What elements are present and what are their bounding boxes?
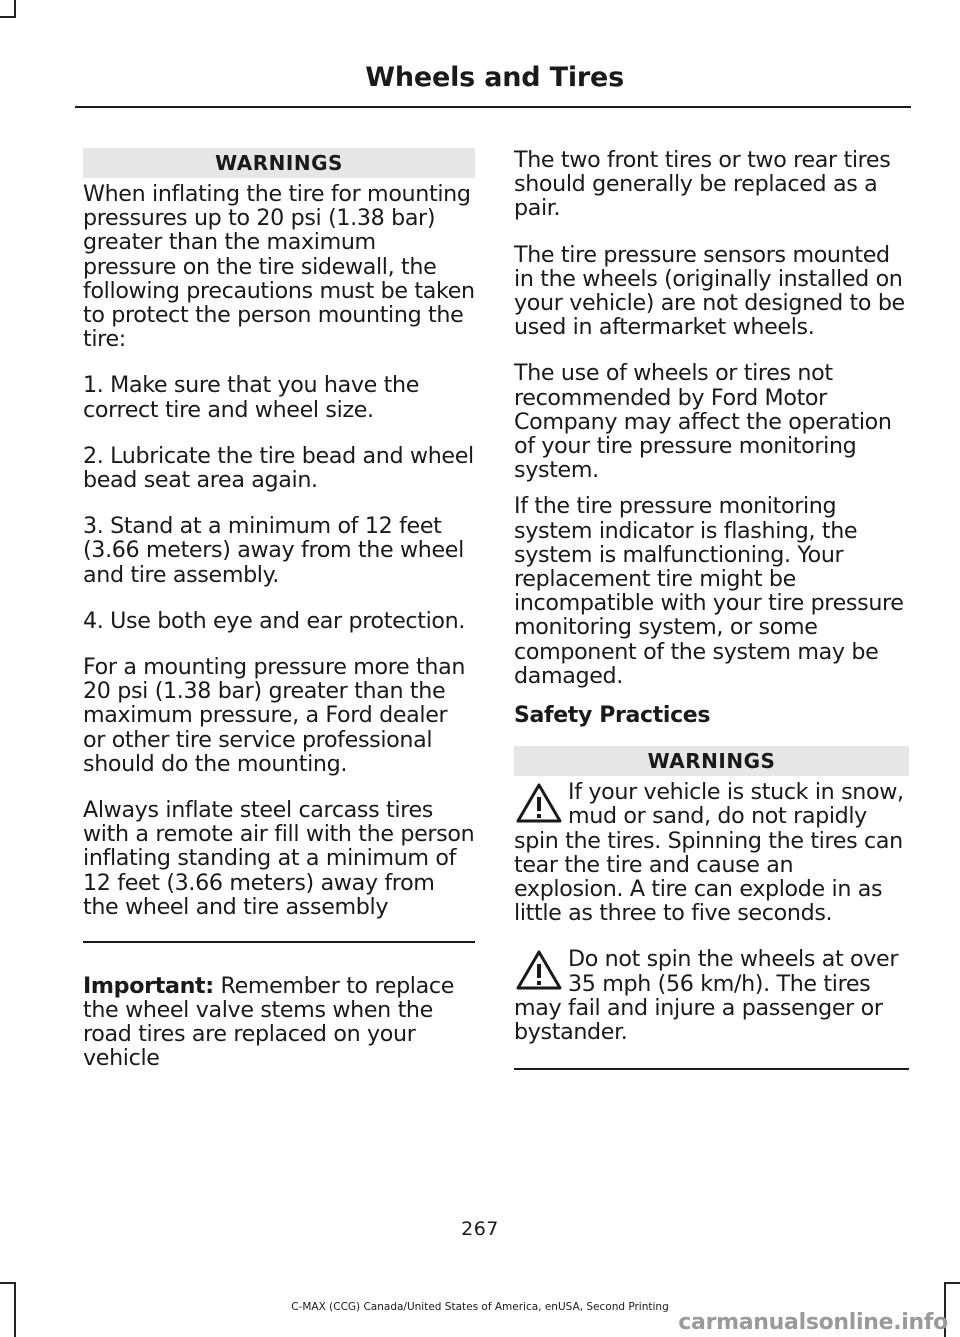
- paragraph: The two front tires or two rear tires should generally be replaced as a pair.: [514, 147, 891, 222]
- list-item: 3. Stand at a minimum of 12 feet (3.66 meters) away from the wheel and tire assembly.: [83, 513, 464, 588]
- left-column: [83, 148, 475, 1092]
- warnings-heading: WARNINGS: [83, 148, 475, 178]
- footer-text: C-MAX (CCG) Canada/United States of America, enUSA, Second Printing: [291, 1301, 669, 1313]
- important-note: [83, 974, 475, 1071]
- section-heading: Safety Practices: [514, 703, 711, 729]
- important-label: Important:: [83, 972, 214, 999]
- list-item: 4. Use both eye and ear protection.: [83, 607, 466, 634]
- list-item: 2. Lubricate the tire bead and wheel bead seat area again.: [83, 442, 474, 494]
- list-item: 1. Make sure that you have the correct tire and wheel size.: [83, 372, 420, 423]
- watermark: carmanualsonline.info: [678, 1310, 948, 1335]
- warning-end-rule: [83, 941, 475, 943]
- crop-mark: [944, 1282, 960, 1284]
- warning-item: [514, 780, 909, 925]
- page-title: Wheels and Tires: [365, 62, 624, 93]
- warning-item: [514, 947, 909, 1044]
- warning-triangle-icon: [514, 781, 564, 827]
- right-column: [514, 148, 909, 1070]
- crop-mark: [0, 1282, 16, 1284]
- paragraph: The use of wheels or tires not recommended by Ford Motor Company may affect the operation of your tire pressure monitoring system.: [514, 360, 892, 484]
- paragraph: Always inflate steel carcass tires with a remote air fill with the person inflating standing at a minimum of 12 feet (3.66 meters) away from the wheel and tire assembly: [83, 797, 475, 920]
- paragraph: For a mounting pressure more than 20 psi (1.38 bar) greater than the maximum pressure, a Ford dealer or other tire service professional should do the mounting.: [83, 654, 466, 777]
- warnings-heading: WARNINGS: [514, 746, 909, 776]
- header-rule: [75, 106, 911, 108]
- warning-triangle-icon: [514, 948, 564, 994]
- page-number: 267: [461, 1218, 499, 1240]
- paragraph: When inflating the tire for mounting pressures up to 20 psi (1.38 bar) greater than the maximum pressure on the tire sidewall, the following precautions must be taken to protect the person mounting the tire:: [83, 181, 475, 353]
- crop-mark: [0, 16, 16, 18]
- warning-end-rule: [514, 1068, 909, 1070]
- important-text: Remember to replace the wheel valve stems when the road tires are replaced on your vehicle: [83, 972, 455, 1072]
- paragraph: If the tire pressure monitoring system indicator is flashing, the system is malfunctioning. Your replacement tire might be incompatible with your tire pressure monitoring system, or some component of the system may be damaged.: [514, 493, 904, 689]
- warning-text: If your vehicle is stuck in snow, mud or sand, do not rapidly spin the tires. Spinning the tires can tear the tire and cause an explosion. A tire can explode in as little as three to five seconds.: [514, 779, 904, 927]
- warning-text: Do not spin the wheels at over 35 mph (56 km/h). The tires may fail and injure a passenger or bystander.: [514, 946, 899, 1046]
- paragraph: The tire pressure sensors mounted in the wheels (originally installed on your vehicle) are not designed to be used in aftermarket wheels.: [514, 241, 905, 341]
